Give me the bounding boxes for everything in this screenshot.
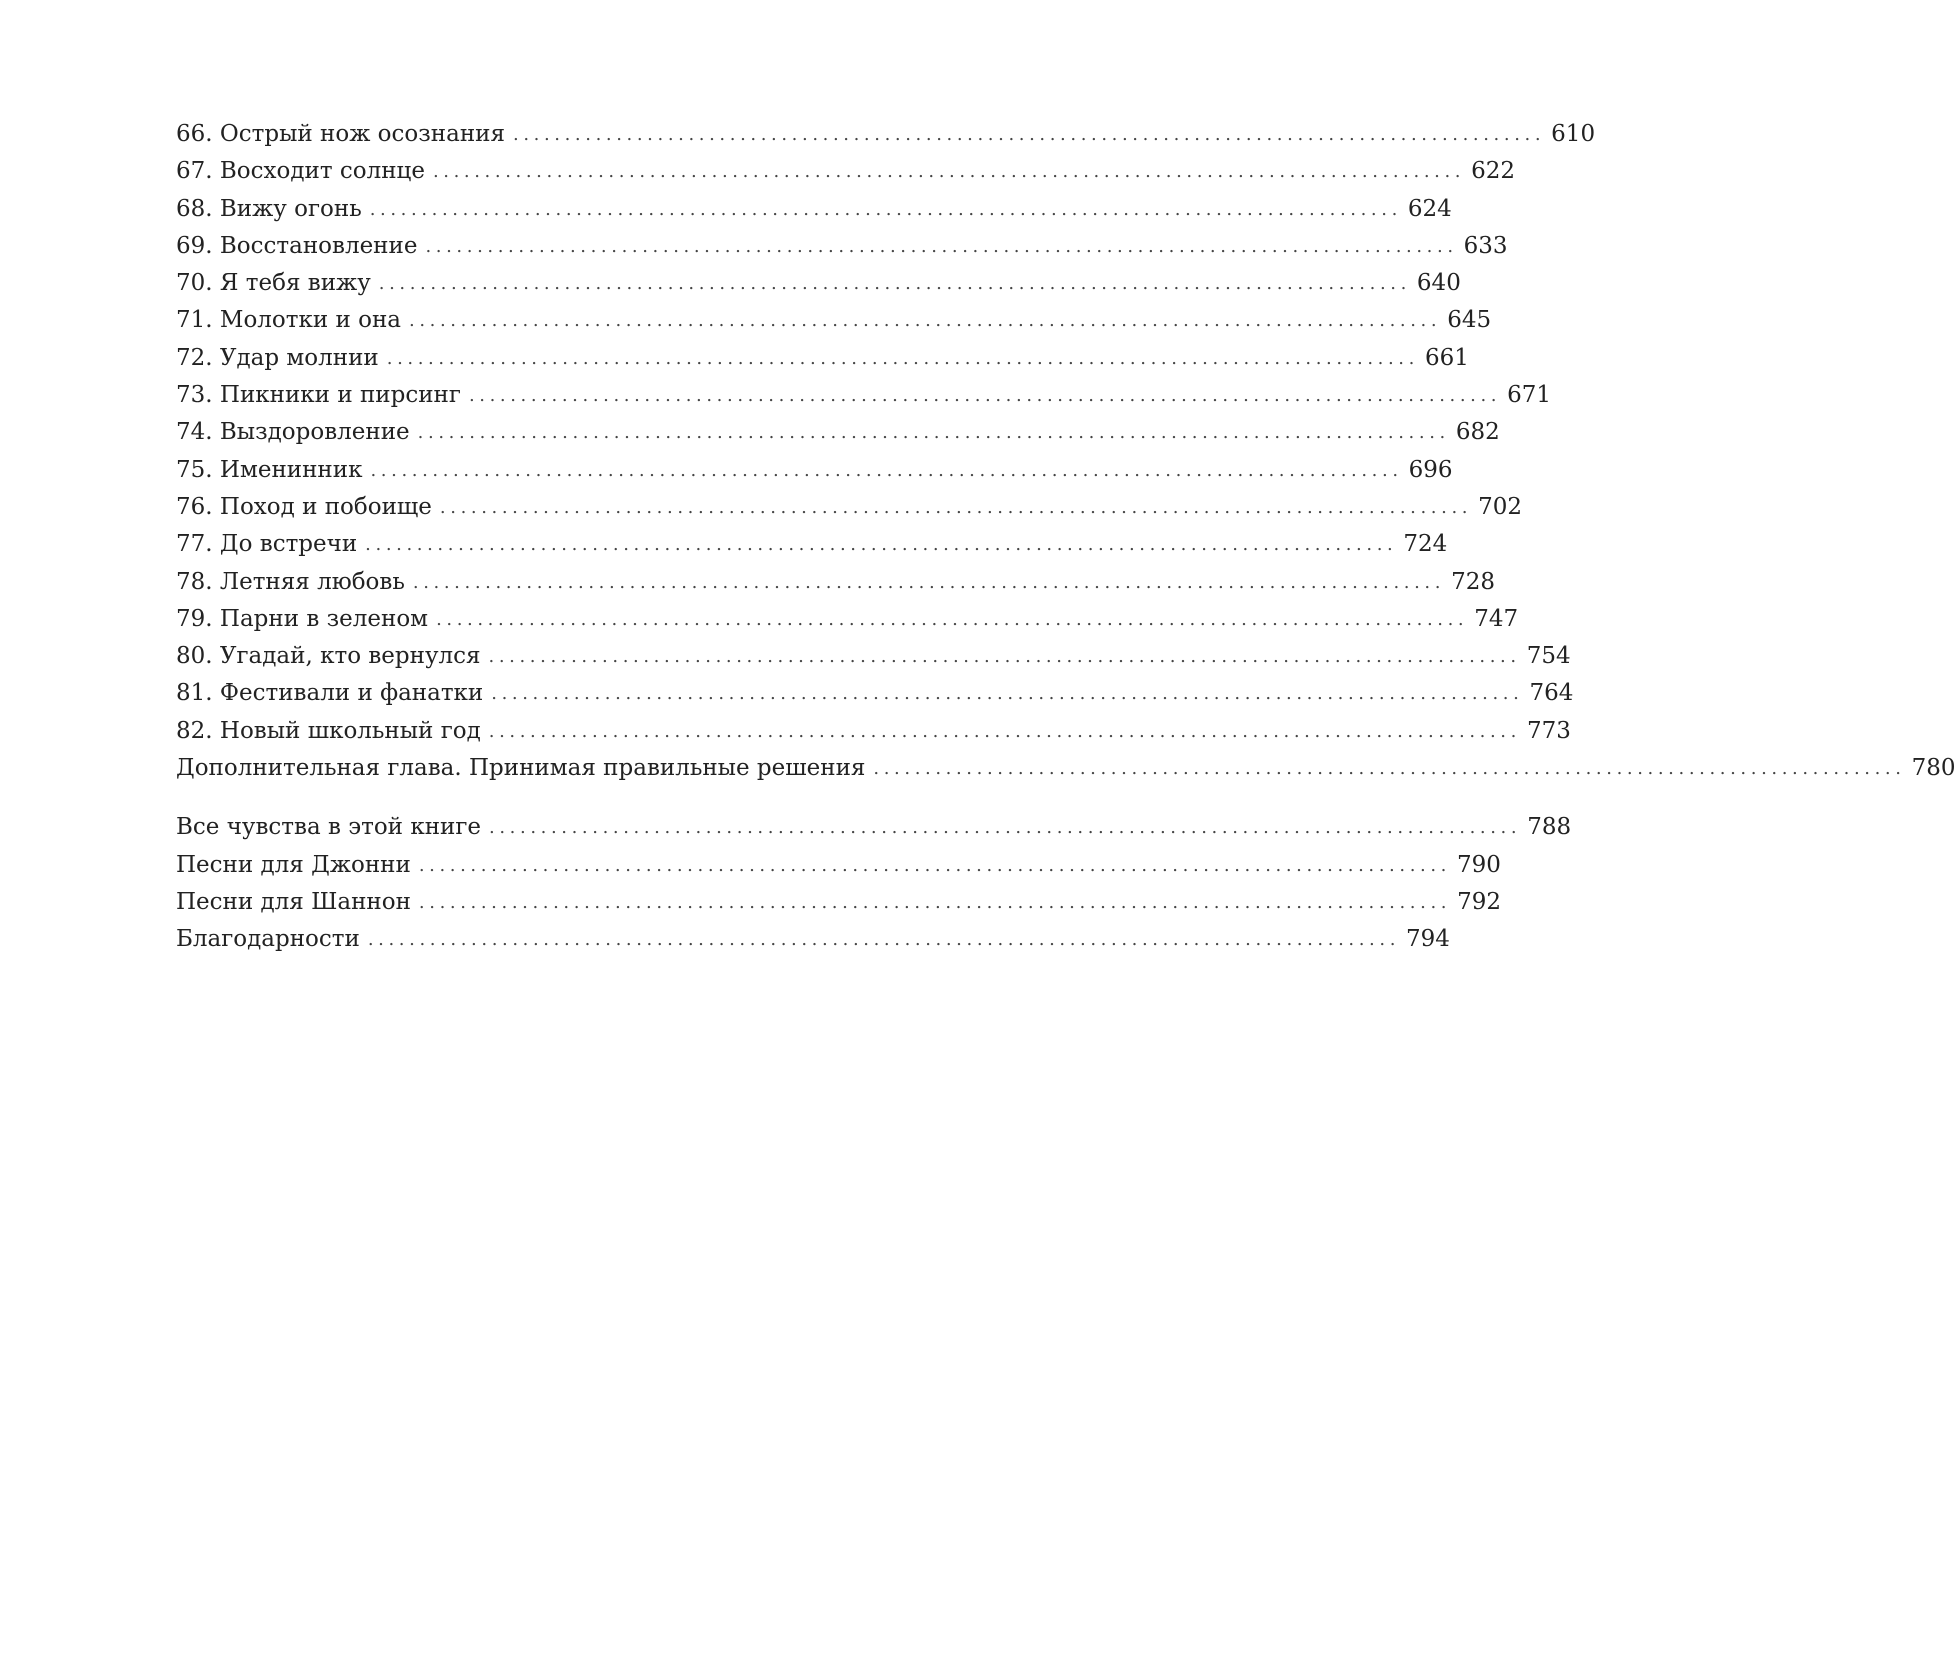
dot-leader: .................................................................................................... [468,385,1502,407]
toc-entry-title: 73. Пикники и пирсинг [176,382,461,409]
toc-entry-82[interactable] [176,713,1571,750]
toc-entry-title: 79. Парни в зеленом [176,605,429,632]
dot-leader: .................................................................................................... [418,891,1452,913]
toc-entry-bonus-chapter[interactable] [176,750,1955,787]
toc-entry-title: 69. Восстановление [176,232,418,259]
toc-entry-title: Все чувства в этой книге [176,814,482,841]
dot-leader: .................................................................................................... [489,817,1522,839]
toc-entry-66[interactable] [176,116,1596,153]
toc-entry-title: 78. Летняя любовь [176,568,405,595]
toc-entry-71[interactable] [176,302,1492,339]
toc-entry-title: 71. Молотки и она [176,307,402,334]
toc-entry-73[interactable] [176,377,1552,414]
dot-leader: .................................................................................................... [425,235,1458,257]
dot-leader: .................................................................................................... [439,496,1473,518]
toc-entry-page-number: 724 [1403,531,1448,558]
dot-leader: .................................................................................................... [365,534,1398,556]
toc-entry-page-number: 682 [1455,419,1500,446]
toc-entry-page-number: 645 [1447,307,1492,334]
toc-entry-page-number: 671 [1507,382,1552,409]
dot-leader: .................................................................................................... [488,720,1521,742]
dot-leader: .................................................................................................... [436,608,1469,630]
toc-entry-page-number: 661 [1424,344,1469,371]
toc-entry-page-number: 728 [1451,568,1495,595]
toc-entry-78[interactable] [176,564,1495,601]
dot-leader: .................................................................................................... [513,124,1546,145]
dot-leader: .................................................................................................... [367,929,1401,951]
toc-entry-title: Песни для Джонни [176,851,411,878]
toc-entry-76[interactable] [176,489,1522,526]
toc-entry-page-number: 773 [1526,717,1571,744]
toc-entry-70[interactable] [176,265,1461,302]
toc-entry-page-number: 780 [1911,755,1955,782]
dot-leader: .................................................................................................... [432,161,1466,183]
dot-leader: .................................................................................................... [873,758,1906,780]
toc-entry-page-number: 610 [1551,121,1596,147]
toc-entry-page-number: 633 [1463,232,1508,259]
toc-entry-page-number: 747 [1474,605,1519,632]
toc-entry-songs-johnny[interactable] [176,847,1501,884]
toc-entry-title: 74. Выздоровление [176,419,410,446]
toc-entry-68[interactable] [176,191,1452,228]
toc-entry-title: 67. Восходит солнце [176,158,425,185]
toc-entry-72[interactable] [176,340,1469,377]
dot-leader: .................................................................................................... [369,198,1402,220]
toc-entry-title: 81. Фестивали и фанатки [176,680,484,707]
toc-entry-page-number: 790 [1456,851,1501,878]
dot-leader: .................................................................................................... [417,422,1450,444]
toc-entry-67[interactable] [176,153,1516,190]
dot-leader: .................................................................................................... [386,347,1419,369]
toc-entry-title: 77. До встречи [176,531,358,558]
dot-leader: .................................................................................................... [370,459,1403,481]
toc-entry-page-number: 764 [1529,680,1574,707]
toc-entry-title: Благодарности [176,926,360,953]
toc-entry-page-number: 696 [1408,456,1453,483]
toc-entry-page-number: 624 [1407,195,1452,222]
toc-entry-74[interactable] [176,414,1500,451]
dot-leader: .................................................................................................... [378,273,1411,295]
dot-leader: .................................................................................................... [491,683,1524,705]
toc-entry-page-number: 702 [1478,493,1522,520]
toc-entry-title: 75. Именинник [176,456,363,483]
toc-entry-title: 72. Удар молнии [176,344,379,371]
toc-entry-69[interactable] [176,228,1508,265]
toc-entry-page-number: 792 [1457,888,1501,915]
toc-entry-page-number: 794 [1406,926,1450,953]
toc-entry-title: 66. Острый нож осознания [176,121,505,147]
table-of-contents [176,116,1955,959]
toc-entry-80[interactable] [176,638,1571,675]
toc-entry-acknowledgements[interactable] [176,921,1450,958]
toc-entry-all-feelings[interactable] [176,809,1572,846]
toc-entry-title: 82. Новый школьный год [176,717,481,744]
toc-entry-75[interactable] [176,452,1453,489]
toc-entry-page-number: 640 [1416,270,1461,297]
dot-leader: .................................................................................................... [412,571,1446,593]
toc-entry-songs-shannon[interactable] [176,884,1501,921]
toc-entry-title: Дополнительная глава. Принимая правильные решения [176,755,866,782]
toc-entry-title: 68. Вижу огонь [176,195,362,222]
toc-entry-page-number: 754 [1526,643,1571,670]
dot-leader: .................................................................................................... [409,310,1442,332]
dot-leader: .................................................................................................... [488,646,1521,668]
toc-entry-79[interactable] [176,601,1519,638]
toc-entry-81[interactable] [176,675,1574,712]
toc-entry-title: 80. Угадай, кто вернулся [176,643,481,670]
toc-entry-title: 76. Поход и побоище [176,493,432,520]
toc-entry-title: 70. Я тебя вижу [176,270,371,297]
dot-leader: .................................................................................................... [418,854,1451,876]
toc-entry-page-number: 622 [1471,158,1516,185]
toc-entry-title: Песни для Шаннон [176,888,411,915]
toc-entry-page-number: 788 [1527,814,1572,841]
toc-entry-77[interactable] [176,526,1448,563]
